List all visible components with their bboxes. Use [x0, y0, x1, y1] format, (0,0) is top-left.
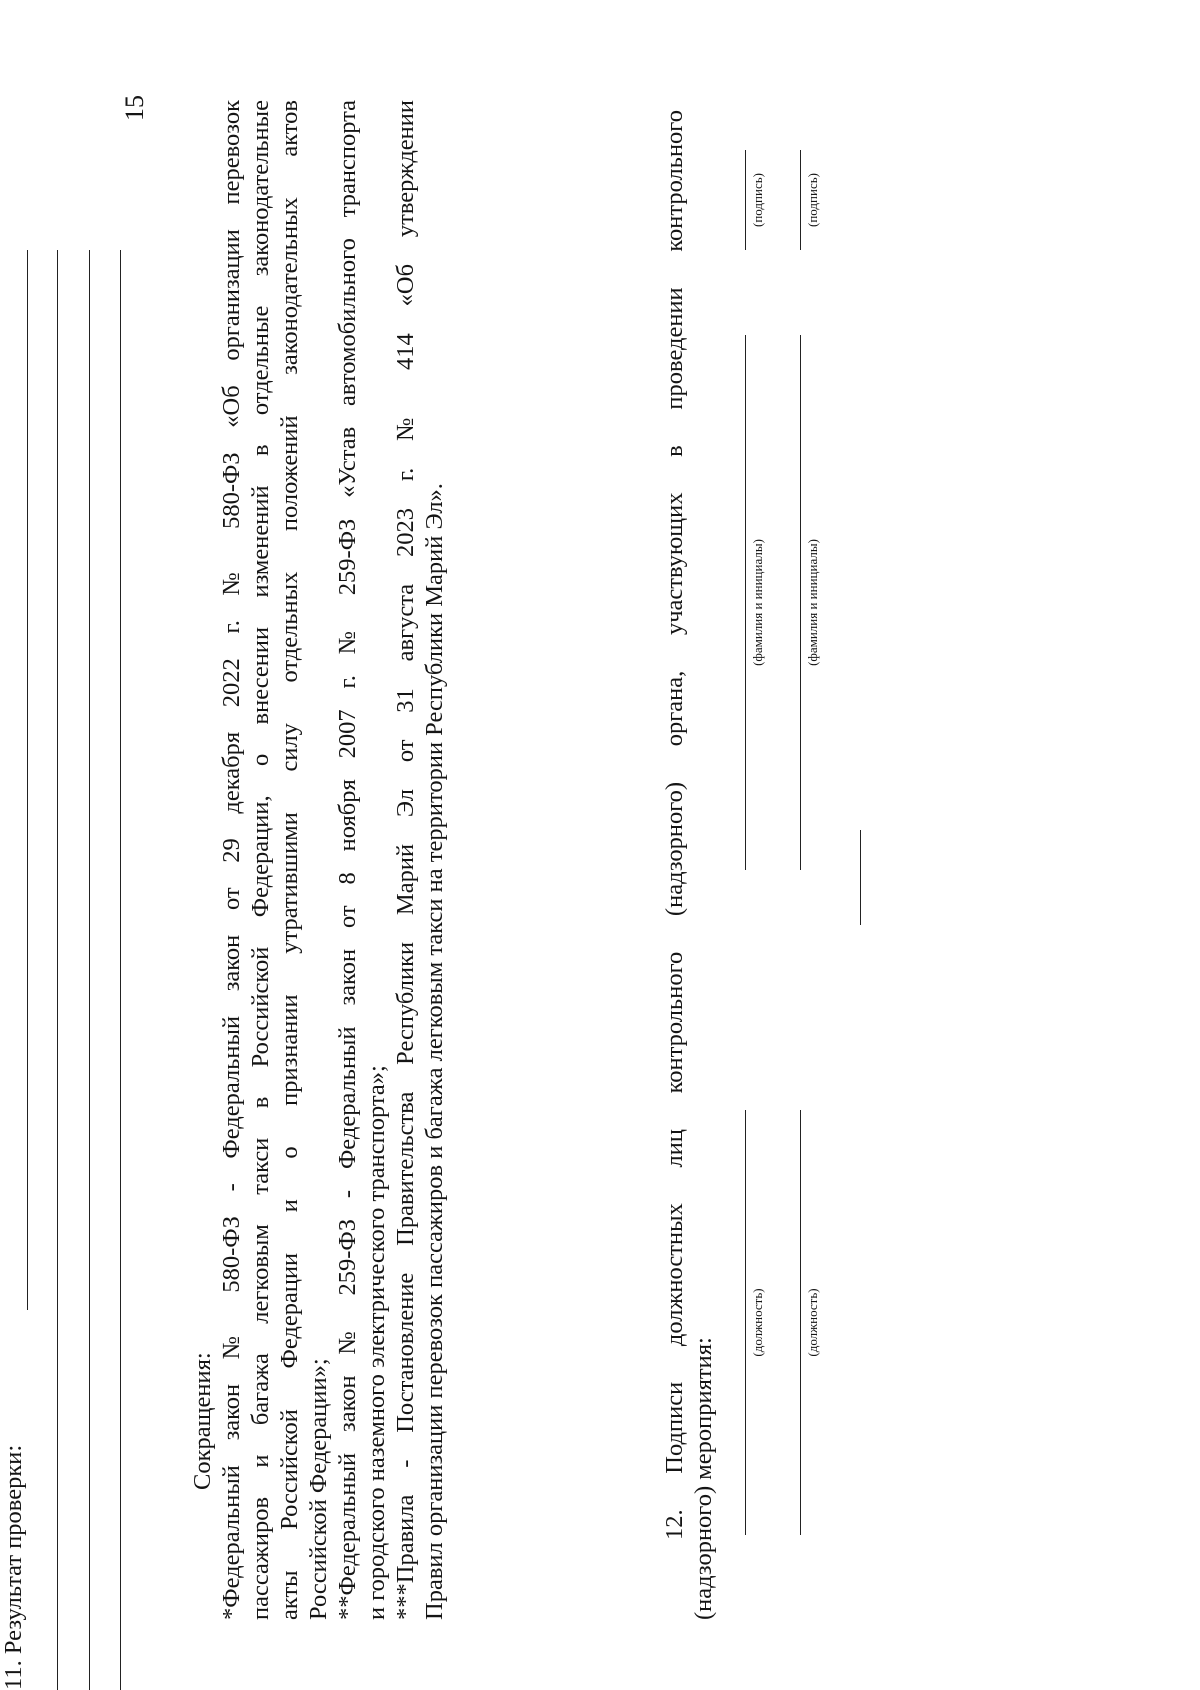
result-input-line[interactable] [120, 250, 121, 1690]
abbreviation-line: и городского наземного электрического транспорта»; [363, 1065, 390, 1620]
divider-line [860, 830, 861, 925]
signature-row [800, 0, 830, 1690]
result-input-line[interactable] [57, 250, 58, 1690]
name-caption: (фамилия и инициалы) [805, 539, 820, 666]
result-section [0, 250, 150, 1690]
name-caption: (фамилия и инициалы) [750, 539, 765, 666]
result-input-line[interactable] [27, 250, 28, 1310]
signature-caption: (подпись) [805, 173, 820, 227]
result-label: 11. Результат проверки: [0, 1444, 27, 1690]
abbreviation-line: ***Правила - Постановление Правительства Республики Марий Эл от 31 августа 2023 г. № 414 «Об утверждении [392, 100, 419, 1620]
abbreviations-heading: Сокращения: [189, 1352, 216, 1490]
position-field-line[interactable] [800, 1110, 801, 1535]
name-field-line[interactable] [745, 335, 746, 870]
position-field-line[interactable] [745, 1110, 746, 1535]
signature-field-line[interactable] [745, 150, 746, 250]
abbreviation-line: Российской Федерации»; [305, 1358, 332, 1620]
name-field-line[interactable] [800, 335, 801, 870]
abbreviation-line: *Федеральный закон № 580-ФЗ - Федеральный закон от 29 декабря 2022 г. № 580-ФЗ «Об организации перевозок [218, 100, 245, 1620]
signature-field-line[interactable] [800, 150, 801, 250]
abbreviation-line: акты Российской Федерации и о признании утратившими силу отдельных положений законодательных актов [276, 100, 303, 1620]
page-number: 15 [120, 95, 149, 121]
abbreviation-line: Правил организации перевозок пассажиров и багажа легковым такси на территории Республики Марий Эл». [421, 483, 448, 1620]
result-input-line[interactable] [89, 250, 90, 1690]
signatures-heading-line: (надзорного) мероприятия: [690, 1337, 717, 1620]
signature-caption: (подпись) [750, 173, 765, 227]
signatures-heading [660, 110, 718, 1620]
position-caption: (должность) [805, 1288, 820, 1357]
signatures-heading-line: 12. Подписи должностных лиц контрольного (надзорного) органа, участвующих в проведении контрольного [661, 110, 688, 1540]
abbreviation-line: пассажиров и багажа легковым такси в Российской Федерации, о внесении изменений в отдельные законодательные [247, 100, 274, 1620]
position-caption: (должность) [750, 1288, 765, 1357]
signature-row [745, 0, 775, 1690]
abbreviations-section [188, 100, 449, 1620]
abbreviation-line: **Федеральный закон № 259-ФЗ - Федеральный закон от 8 ноября 2007 г. № 259-ФЗ «Устав автомобильного транспорта [334, 100, 361, 1620]
